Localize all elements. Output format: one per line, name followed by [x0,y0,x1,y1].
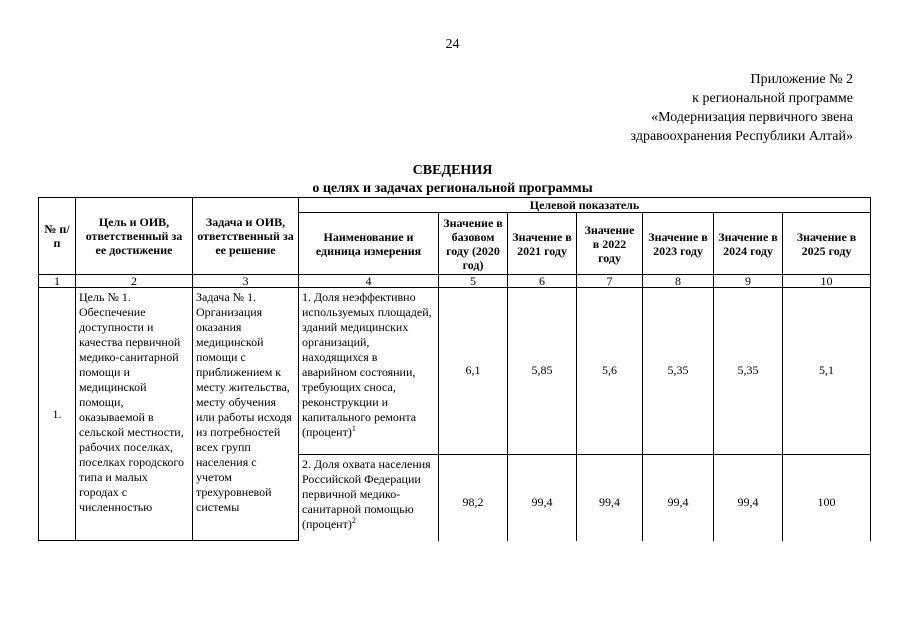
indicator-name-cell [299,288,439,455]
col-number: 5 [439,275,508,288]
value-2023: 99,4 [643,454,714,540]
value-2022: 5,6 [577,288,643,455]
col-number: 3 [193,275,299,288]
goal-text: Цель № 1. Обеспечение доступности и качества первичной медико-санитарной помощи и медицинской помощи, оказываемой в сельской местности, рабочих поселках, поселках городского типа и малых городах с численностью [79,290,185,514]
indicator-name-cell [299,454,439,540]
col-number: 4 [299,275,439,288]
column-number-row [39,275,871,288]
appendix-line-4: здравоохранения Республики Алтай» [630,129,853,144]
task-cell [193,288,299,541]
goal-cell [76,288,193,541]
value-2021: 99,4 [508,454,577,540]
header-name: Наименование и единица измерения [299,213,439,275]
header-target-indicator: Целевой показатель [299,198,871,213]
header-2021: Значение в 2021 году [508,213,577,275]
value-2021: 5,85 [508,288,577,455]
document-title: СВЕДЕНИЯ [412,163,493,178]
col-number: 7 [577,275,643,288]
footnote-mark: 1 [351,424,356,433]
col-number: 1 [39,275,76,288]
header-2024: Значение в 2024 году [714,213,783,275]
value-2023: 5,35 [643,288,714,455]
header-num: № п/п [39,198,76,275]
value-2025: 100 [783,454,871,540]
task-text: Задача № 1. Организация оказания медицинской помощи с приближением к месту жительства, месту обучения или работы исходя из потребностей всех групп населения с учетом трехуровневой системы [196,290,292,514]
value-2022: 99,4 [577,454,643,540]
value-2024: 99,4 [714,454,783,540]
header-base-year: Значение в базовом году (2020 год) [439,213,508,275]
header-task: Задача и ОИВ, ответственный за ее решение [193,198,299,275]
appendix-line-2: к региональной программе [692,91,853,106]
col-number: 6 [508,275,577,288]
document-subtitle: о целях и задачах региональной программы [312,181,593,196]
header-2025: Значение в 2025 году [783,213,871,275]
header-goal: Цель и ОИВ, ответственный за ее достижение [76,198,193,275]
page-number: 24 [445,37,460,52]
value-base-year: 98,2 [439,454,508,540]
appendix-line-1: Приложение № 2 [750,72,853,87]
value-2025: 5,1 [783,288,871,455]
indicator-name: 1. Доля неэффективно используемых площадей, зданий медицинских организаций, находящихся в аварийном состоянии, требующих сноса, реконструкции и капитального ремонта (процент) [302,290,432,439]
row-number: 1. [39,288,76,541]
goals-table [38,197,871,541]
col-number: 2 [76,275,193,288]
value-2024: 5,35 [714,288,783,455]
header-2022: Значение в 2022 году [577,213,643,275]
header-2023: Значение в 2023 году [643,213,714,275]
col-number: 10 [783,275,871,288]
col-number: 9 [714,275,783,288]
value-base-year: 6,1 [439,288,508,455]
appendix-block [631,70,853,146]
appendix-line-3: «Модернизация первичного звена [651,110,853,125]
table-row [39,288,871,455]
indicator-name: 2. Доля охвата населения Российской Федерации первичной медико-санитарной помощью (процент) [302,456,431,531]
col-number: 8 [643,275,714,288]
footnote-mark: 2 [351,515,356,525]
